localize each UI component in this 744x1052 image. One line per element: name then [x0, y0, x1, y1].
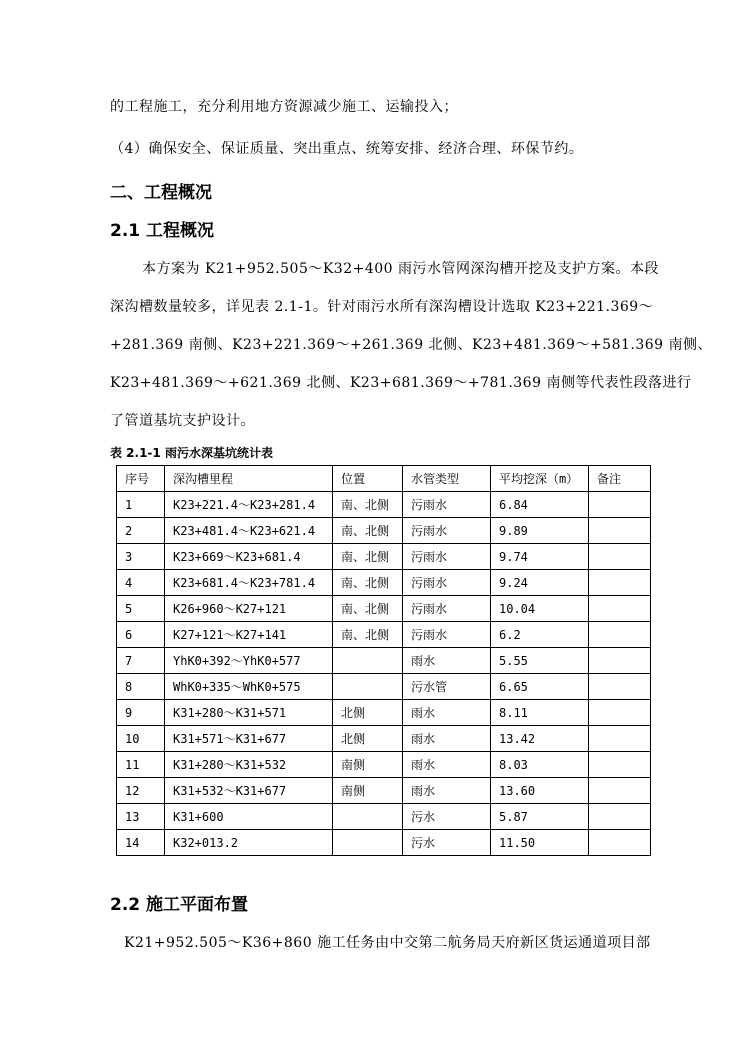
table-cell [589, 778, 651, 804]
deep-trench-table [116, 465, 651, 856]
body-line: 深沟槽数量较多，详见表 2.1-1。针对雨污水所有深沟槽设计选取 K23+221.369～ [110, 299, 654, 315]
table-row [117, 804, 651, 830]
table-cell [589, 726, 651, 752]
table-cell: 位置 [333, 466, 403, 492]
table-row [117, 596, 651, 622]
table-row [117, 700, 651, 726]
table-row [117, 518, 651, 544]
table-header-row [117, 466, 651, 492]
table-cell: 雨水 [403, 752, 491, 778]
paragraph-line: （4）确保安全、保证质量、突出重点、统筹安排、经济合理、环保节约。 [110, 141, 584, 157]
table-cell: 9 [117, 700, 165, 726]
table-cell [333, 804, 403, 830]
table-cell: 序号 [117, 466, 165, 492]
table-cell: 5.55 [491, 648, 589, 674]
table-cell: K32+013.2 [165, 830, 333, 856]
table-cell: 污水 [403, 804, 491, 830]
table-cell [589, 492, 651, 518]
table-cell: 2 [117, 518, 165, 544]
body-line: K21+952.505～K36+860 施工任务由中交第二航务局天府新区货运通道项目部 [124, 935, 651, 951]
table-cell [589, 518, 651, 544]
table-cell: 雨水 [403, 778, 491, 804]
table-cell: 深沟槽里程 [165, 466, 333, 492]
table-cell: 6.65 [491, 674, 589, 700]
table-cell: 1 [117, 492, 165, 518]
table-row [117, 830, 651, 856]
table-cell: 污水管 [403, 674, 491, 700]
table-cell: K23+669～K23+681.4 [165, 544, 333, 570]
table-cell: K23+481.4～K23+621.4 [165, 518, 333, 544]
table-cell: 雨水 [403, 648, 491, 674]
table-cell: 14 [117, 830, 165, 856]
table-cell [589, 700, 651, 726]
table-row [117, 570, 651, 596]
table-cell: 6.2 [491, 622, 589, 648]
table-row [117, 778, 651, 804]
table-cell: YhK0+392～YhK0+577 [165, 648, 333, 674]
table-cell: 8 [117, 674, 165, 700]
table-cell [589, 674, 651, 700]
table-cell: K31+280～K31+532 [165, 752, 333, 778]
table-cell [589, 544, 651, 570]
table-cell: 9.89 [491, 518, 589, 544]
table-cell: K23+221.4～K23+281.4 [165, 492, 333, 518]
table-cell: 北侧 [333, 700, 403, 726]
table-cell [333, 674, 403, 700]
table-cell: 3 [117, 544, 165, 570]
table-cell [589, 596, 651, 622]
table-cell: 4 [117, 570, 165, 596]
subsection-heading: 2.1 工程概况 [110, 221, 215, 241]
table-cell: 6 [117, 622, 165, 648]
table-cell: 11.50 [491, 830, 589, 856]
table-row [117, 726, 651, 752]
table-cell [333, 648, 403, 674]
table-row [117, 544, 651, 570]
table-cell [589, 622, 651, 648]
table-cell: K31+571～K31+677 [165, 726, 333, 752]
table-cell: 南、北侧 [333, 570, 403, 596]
table-cell: K31+532～K31+677 [165, 778, 333, 804]
table-cell: 污雨水 [403, 570, 491, 596]
table-cell: 污雨水 [403, 518, 491, 544]
table-cell [589, 830, 651, 856]
table-cell: 南、北侧 [333, 596, 403, 622]
table-cell: 13.60 [491, 778, 589, 804]
body-line: 了管道基坑支护设计。 [110, 413, 255, 429]
table-body [117, 466, 651, 856]
paragraph-line: 的工程施工，充分利用地方资源减少施工、运输投入； [110, 99, 458, 115]
table-cell: 污雨水 [403, 596, 491, 622]
table-cell: 13 [117, 804, 165, 830]
table-cell: 备注 [589, 466, 651, 492]
table-cell: 10.04 [491, 596, 589, 622]
table-cell: 10 [117, 726, 165, 752]
table-cell [589, 752, 651, 778]
table-cell: 6.84 [491, 492, 589, 518]
table-cell: 南、北侧 [333, 518, 403, 544]
table-cell: 8.11 [491, 700, 589, 726]
table-cell: 5.87 [491, 804, 589, 830]
table-cell: K31+280～K31+571 [165, 700, 333, 726]
table-row [117, 752, 651, 778]
table-row [117, 492, 651, 518]
table-cell: 北侧 [333, 726, 403, 752]
table-cell: 9.24 [491, 570, 589, 596]
table-cell: 污雨水 [403, 492, 491, 518]
table-cell: 南侧 [333, 752, 403, 778]
table-cell: 7 [117, 648, 165, 674]
body-line: +281.369 南侧、K23+221.369～+261.369 北侧、K23+481.369～+581.369 南侧、 [110, 337, 713, 353]
table-cell: 12 [117, 778, 165, 804]
table-cell: 5 [117, 596, 165, 622]
body-line: 本方案为 K21+952.505〜K32+400 雨污水管网深沟槽开挖及支护方案。本段 [142, 261, 660, 277]
table-cell: 水管类型 [403, 466, 491, 492]
table-cell: 污水 [403, 830, 491, 856]
table-row [117, 648, 651, 674]
table-row [117, 674, 651, 700]
body-line: K23+481.369～+621.369 北侧、K23+681.369～+781.369 南侧等代表性段落进行 [110, 375, 692, 391]
table-cell: K27+121～K27+141 [165, 622, 333, 648]
table-cell: 南、北侧 [333, 622, 403, 648]
table-cell: 13.42 [491, 726, 589, 752]
table-cell: 11 [117, 752, 165, 778]
table-cell [589, 648, 651, 674]
subsection-heading: 2.2 施工平面布置 [110, 895, 249, 915]
table-cell: 南、北侧 [333, 544, 403, 570]
table-caption: 表 2.1-1 雨污水深基坑统计表 [110, 446, 273, 460]
table-cell: WhK0+335～WhK0+575 [165, 674, 333, 700]
table-cell [589, 570, 651, 596]
table-cell: 南、北侧 [333, 492, 403, 518]
section-heading: 二、工程概况 [110, 183, 212, 203]
table-cell: K31+600 [165, 804, 333, 830]
table-cell: 9.74 [491, 544, 589, 570]
table-cell: 平均挖深（m） [491, 466, 589, 492]
table-cell: 污雨水 [403, 544, 491, 570]
table-cell: K26+960～K27+121 [165, 596, 333, 622]
table-cell: K23+681.4～K23+781.4 [165, 570, 333, 596]
table-row [117, 622, 651, 648]
table-cell: 南侧 [333, 778, 403, 804]
table-cell [333, 830, 403, 856]
table-cell: 污雨水 [403, 622, 491, 648]
table-cell [589, 804, 651, 830]
table-cell: 雨水 [403, 700, 491, 726]
table-cell: 8.03 [491, 752, 589, 778]
table-cell: 雨水 [403, 726, 491, 752]
